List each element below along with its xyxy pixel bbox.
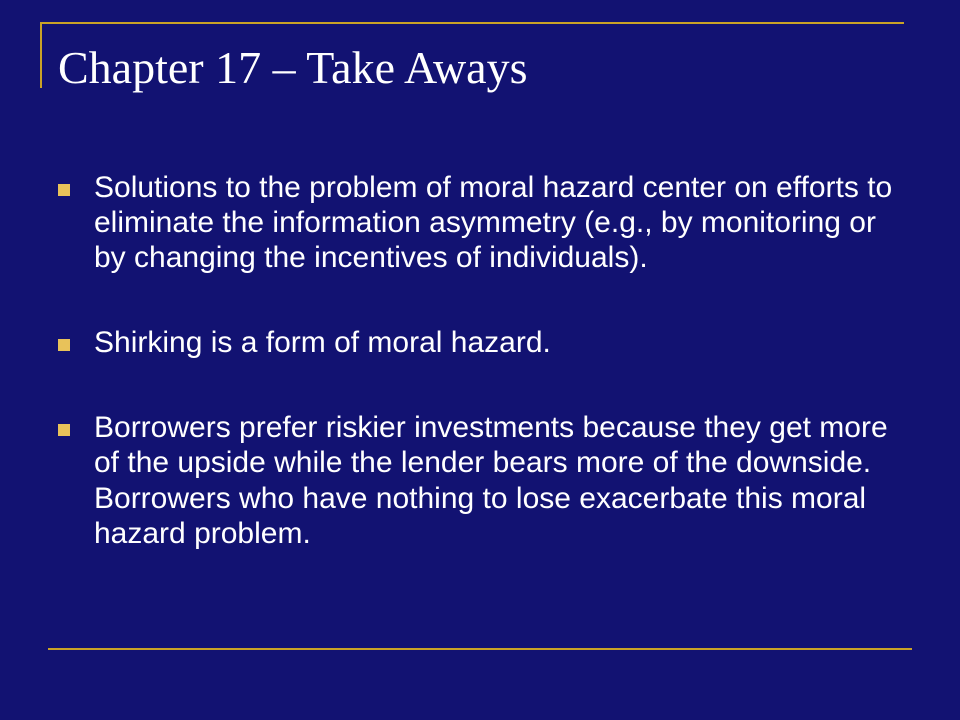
bullet-item	[58, 325, 914, 360]
square-bullet-icon	[58, 184, 70, 196]
bullet-item	[58, 170, 914, 275]
bullet-list	[58, 170, 914, 601]
square-bullet-icon	[58, 339, 70, 351]
bullet-text: Borrowers prefer riskier investments because they get more of the upside while the lender bears more of the downside. Borrowers who have nothing to lose exacerbate this moral hazard problem.	[94, 411, 888, 550]
top-rule	[40, 22, 904, 24]
square-bullet-icon	[58, 424, 70, 436]
bullet-item	[58, 410, 914, 550]
bullet-text: Shirking is a form of moral hazard.	[94, 326, 551, 360]
slide-title: Chapter 17 – Take Aways	[58, 42, 528, 93]
bullet-text: Solutions to the problem of moral hazard center on efforts to eliminate the information asymmetry (e.g., by monitoring or by changing the incentives of individuals).	[94, 171, 893, 275]
left-rule	[40, 22, 42, 88]
bottom-rule	[48, 648, 912, 650]
